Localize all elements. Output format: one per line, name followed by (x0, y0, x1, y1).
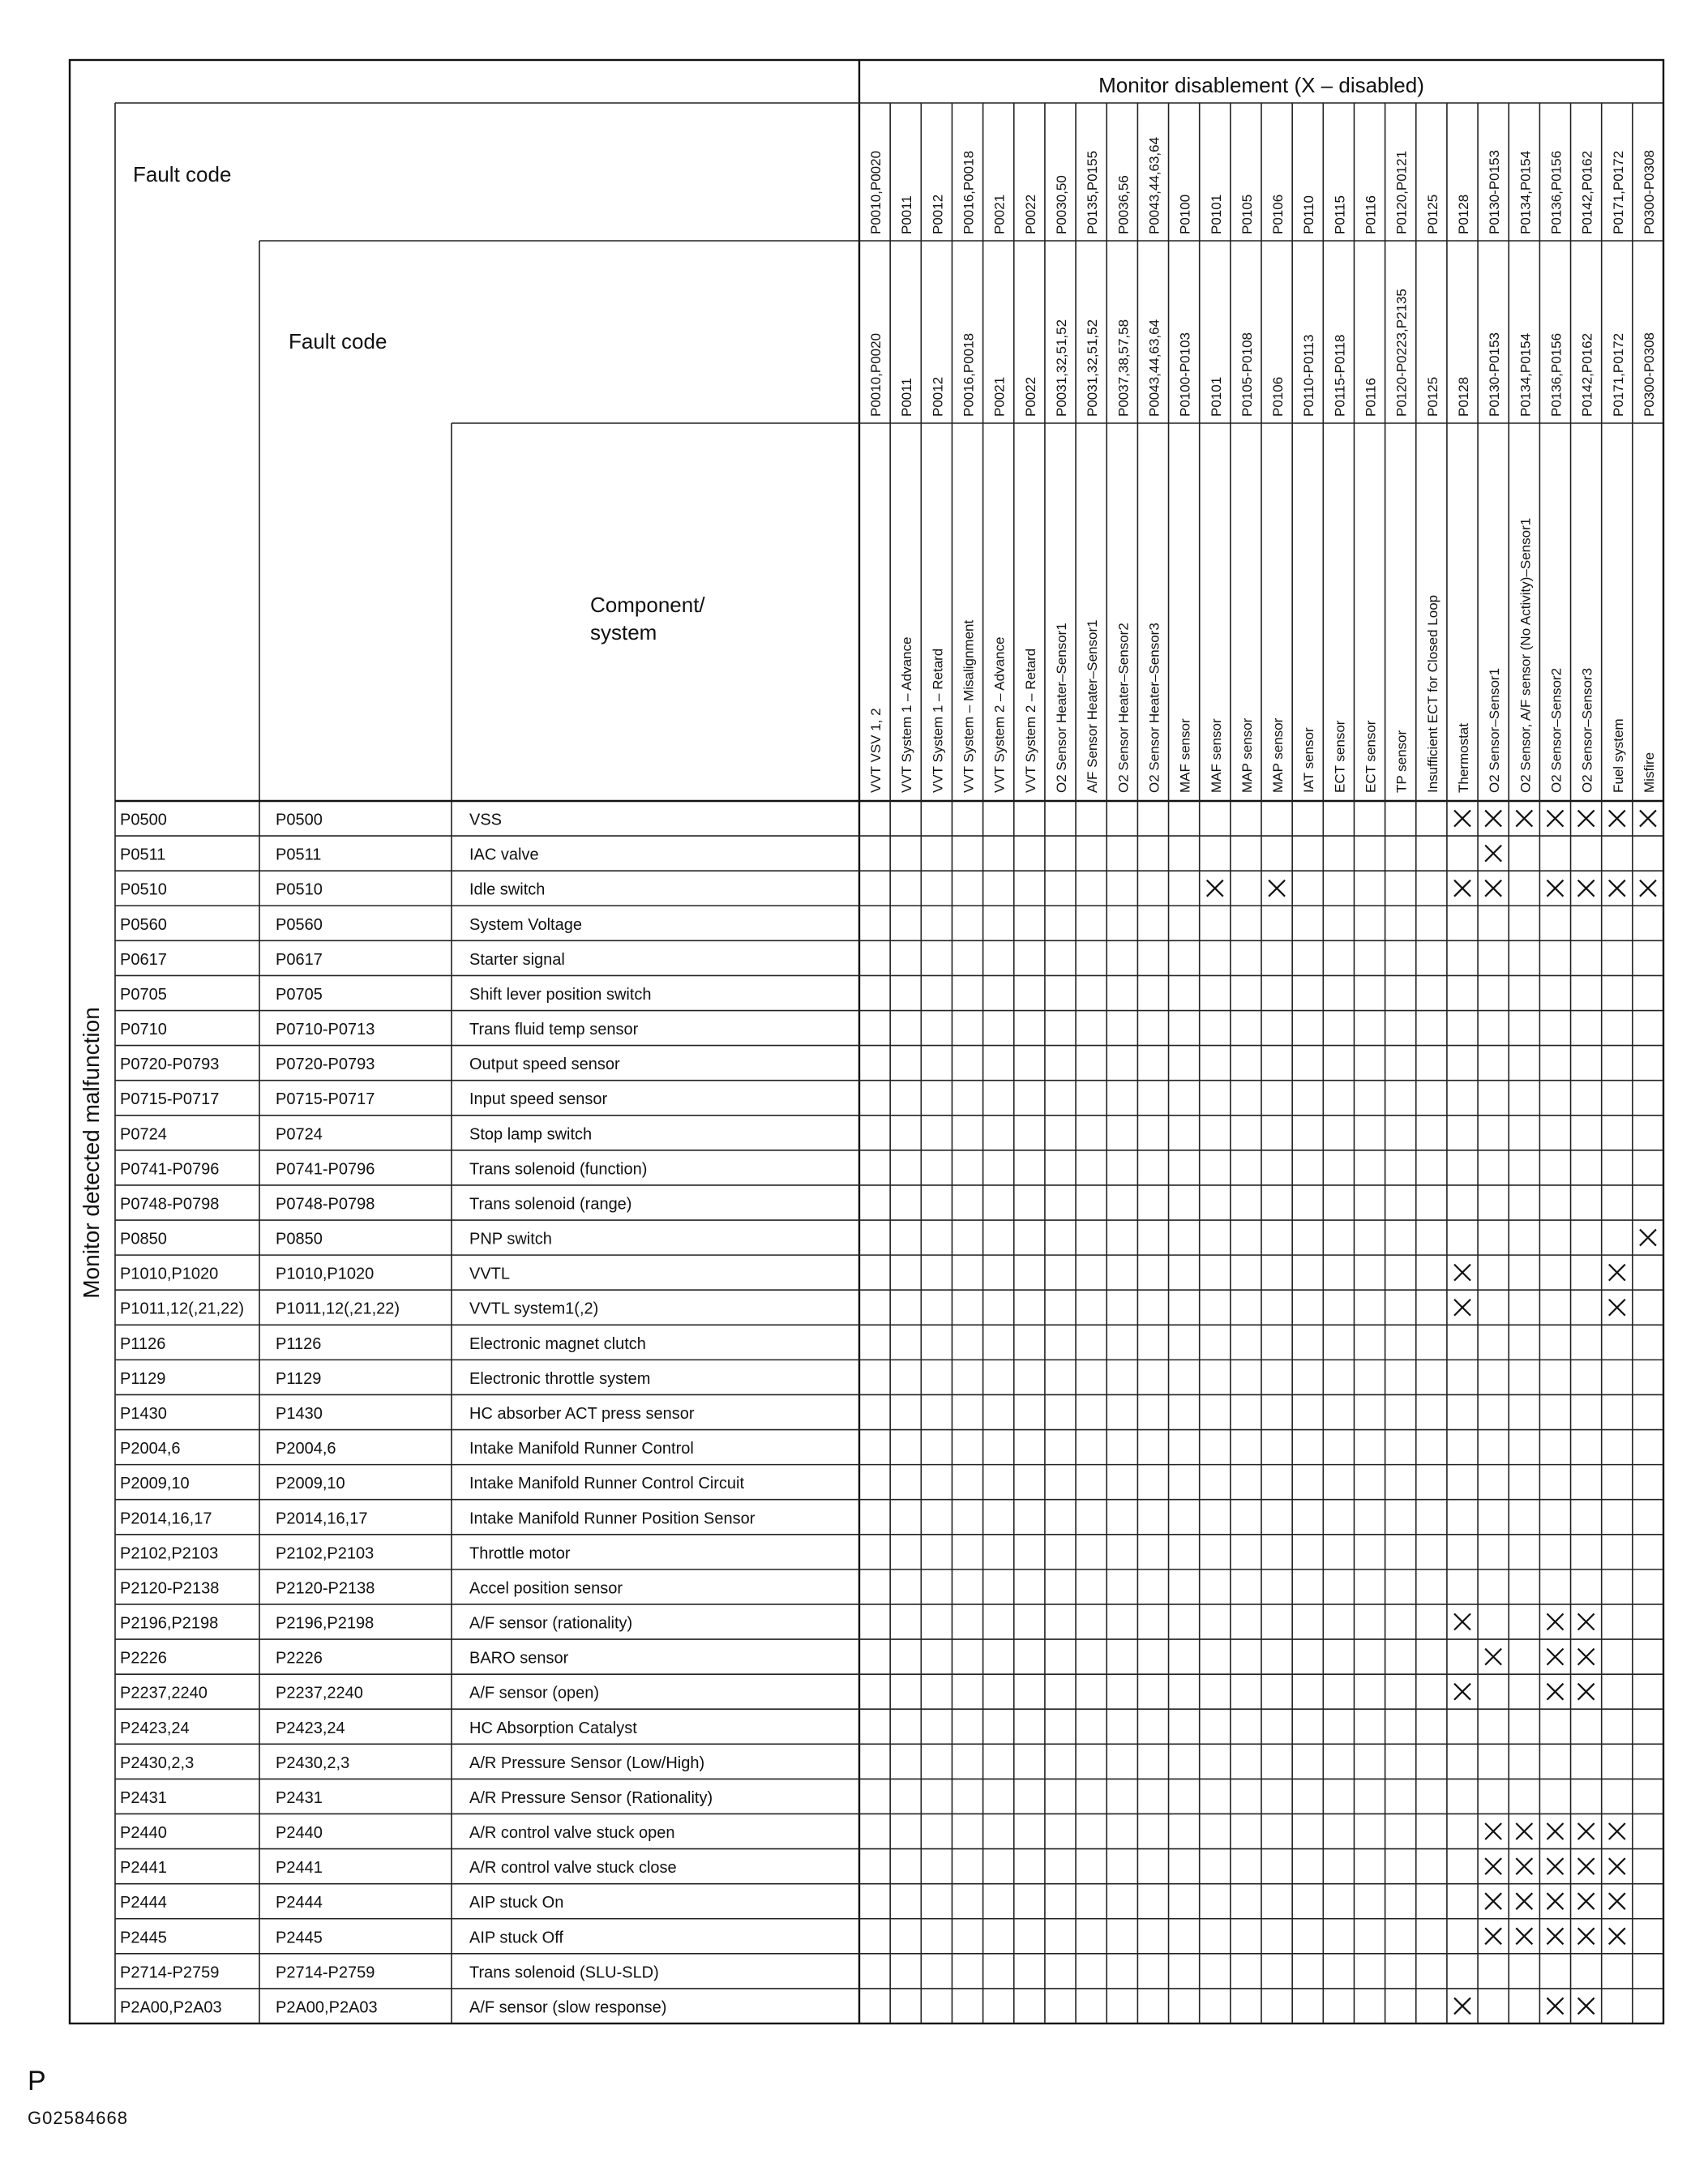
row-code-1: P0510 (120, 880, 167, 899)
column-code-top: P0142,P0162 (1579, 150, 1595, 234)
row-component: AIP stuck Off (469, 1929, 563, 1947)
column-component: Insufficient ECT for Closed Loop (1424, 594, 1440, 793)
column-code-top: P0012 (930, 194, 946, 234)
row-component: HC Absorption Catalyst (469, 1719, 637, 1737)
row-code-2: P2430,2,3 (276, 1754, 350, 1772)
disabled-mark (1609, 1928, 1625, 1944)
row-code-2: P2196,P2198 (276, 1614, 375, 1633)
row-code-2: P0617 (276, 950, 323, 969)
column-code-mid: P0012 (930, 376, 946, 417)
row-code-2: P2237,2240 (276, 1684, 363, 1702)
column-code-mid: P0120-P0223,P2135 (1393, 289, 1410, 417)
column-code-mid: P0011 (899, 378, 915, 417)
row-code-1: P0560 (120, 915, 167, 934)
disabled-mark (1454, 1684, 1470, 1700)
row-component: AIP stuck On (469, 1894, 564, 1912)
row-code-2: P2004,6 (276, 1440, 336, 1458)
row-code-1: P1129 (120, 1369, 166, 1388)
disabled-mark (1609, 1893, 1625, 1909)
row-component: A/F sensor (slow response) (469, 1998, 667, 2017)
column-code-top: P0136,P0156 (1548, 150, 1565, 234)
row-code-2: P0511 (276, 846, 322, 864)
row-code-2: P0710-P0713 (276, 1021, 375, 1039)
disabled-mark (1207, 880, 1223, 897)
row-code-2: P0720-P0793 (276, 1056, 375, 1074)
disabled-mark (1609, 1858, 1625, 1874)
row-component: Electronic magnet clutch (469, 1334, 646, 1353)
column-code-mid: P0101 (1208, 376, 1224, 417)
disabled-mark (1609, 880, 1625, 897)
column-code-mid: P0016,P0018 (961, 332, 977, 417)
disabled-mark (1485, 880, 1501, 897)
column-code-top: P0010,P0020 (868, 150, 884, 234)
disabled-mark (1547, 1823, 1563, 1839)
column-component: O2 Sensor Heater–Sensor2 (1115, 623, 1132, 793)
row-code-2: P2444 (276, 1894, 323, 1912)
row-code-1: P2196,P2198 (120, 1614, 219, 1633)
column-code-mid: P0043,44,63,64 (1146, 319, 1162, 417)
column-component: O2 Sensor–Sensor1 (1487, 667, 1503, 793)
row-component: Trans fluid temp sensor (469, 1021, 639, 1039)
row-code-1: P0724 (120, 1125, 167, 1144)
disabled-mark (1578, 880, 1595, 897)
column-code-mid: P0031,32,51,52 (1085, 319, 1101, 417)
column-component: MAF sensor (1208, 718, 1224, 793)
disabled-mark (1578, 1858, 1595, 1874)
row-component: System Voltage (469, 915, 582, 934)
disabled-mark (1609, 811, 1625, 827)
row-component: Trans solenoid (range) (469, 1195, 632, 1214)
row-code-1: P2A00,P2A03 (120, 1998, 222, 2017)
row-component: VSS (469, 811, 503, 829)
row-component: A/R Pressure Sensor (Rationality) (469, 1788, 713, 1807)
column-code-top: P0120,P0121 (1393, 150, 1410, 234)
row-component: Shift lever position switch (469, 985, 652, 1004)
column-code-top: P0116 (1363, 195, 1379, 234)
row-component: VVTL system1(,2) (469, 1300, 599, 1318)
disabled-mark (1485, 1649, 1501, 1665)
row-code-1: P2120-P2138 (120, 1579, 220, 1598)
row-component: A/R control valve stuck close (469, 1859, 677, 1878)
column-code-mid: P0100-P0103 (1177, 332, 1193, 417)
disabled-mark (1578, 1998, 1595, 2014)
disabled-mark (1578, 1823, 1595, 1839)
row-component: Intake Manifold Runner Control (469, 1440, 694, 1458)
row-code-2: P1010,P1020 (276, 1265, 375, 1283)
disabled-mark (1454, 1265, 1470, 1281)
column-code-top: P0300-P0308 (1641, 150, 1657, 234)
row-code-2: P0500 (276, 811, 323, 829)
disabled-mark (1485, 1928, 1501, 1944)
column-code-mid: P0106 (1270, 376, 1286, 417)
row-code-2: P2431 (276, 1788, 323, 1807)
disabled-mark (1640, 1230, 1656, 1246)
row-code-1: P2445 (120, 1929, 167, 1947)
disabled-mark (1547, 880, 1563, 897)
disabled-mark (1516, 1928, 1532, 1944)
row-component: PNP switch (469, 1230, 552, 1248)
column-code-top: P0130-P0153 (1487, 150, 1503, 234)
row-component: Idle switch (469, 880, 546, 899)
row-code-2: P2120-P2138 (276, 1579, 375, 1598)
row-component: Stop lamp switch (469, 1125, 593, 1144)
row-component: Electronic throttle system (469, 1369, 651, 1388)
column-code-top: P0043,44,63,64 (1146, 136, 1162, 234)
disabled-mark (1547, 1928, 1563, 1944)
row-code-2: P0715-P0717 (276, 1090, 375, 1109)
column-component: MAP sensor (1239, 717, 1255, 793)
column-component: O2 Sensor–Sensor2 (1548, 667, 1565, 793)
row-code-2: P0748-P0798 (276, 1195, 375, 1214)
row-code-2: P2714-P2759 (276, 1963, 375, 1982)
row-code-2: P2441 (276, 1859, 323, 1878)
disabled-mark (1578, 1649, 1595, 1665)
column-component: O2 Sensor Heater–Sensor3 (1146, 623, 1162, 793)
column-code-top: P0134,P0154 (1518, 150, 1534, 234)
row-code-1: P0511 (120, 846, 166, 864)
row-code-1: P2440 (120, 1824, 167, 1843)
disabled-mark (1547, 1998, 1563, 2014)
column-code-top: P0022 (1022, 194, 1038, 234)
table-body (120, 812, 756, 2017)
disabled-mark (1578, 1614, 1595, 1630)
disabled-mark (1516, 811, 1532, 827)
column-code-top: P0016,P0018 (961, 150, 977, 234)
column-code-mid: P0134,P0154 (1518, 332, 1534, 417)
column-code-mid: P0130-P0153 (1487, 332, 1503, 417)
column-component: VVT System 1 – Retard (930, 648, 946, 793)
row-code-1: P0715-P0717 (120, 1090, 220, 1109)
row-code-2: P0560 (276, 915, 323, 934)
row-component: A/F sensor (rationality) (469, 1614, 633, 1633)
column-component: TP sensor (1393, 730, 1410, 793)
row-code-1: P0741-P0796 (120, 1160, 220, 1179)
disabled-mark (1454, 1300, 1470, 1316)
row-code-1: P1430 (120, 1405, 167, 1423)
row-component: Intake Manifold Runner Position Sensor (469, 1510, 756, 1528)
column-code-top: P0171,P0172 (1610, 150, 1626, 234)
column-component: VVT System – Misalignment (961, 619, 977, 793)
row-code-2: P2014,16,17 (276, 1510, 368, 1528)
disabled-mark (1547, 811, 1563, 827)
disabled-mark (1547, 1893, 1563, 1909)
column-code-top: P0135,P0155 (1085, 150, 1101, 234)
row-code-2: P2445 (276, 1929, 323, 1947)
column-component: Fuel system (1610, 718, 1626, 793)
row-code-1: P0720-P0793 (120, 1056, 220, 1074)
disabled-mark (1454, 811, 1470, 827)
row-code-2: P0741-P0796 (276, 1160, 375, 1179)
row-component: Output speed sensor (469, 1056, 620, 1074)
disabled-mark (1454, 880, 1470, 897)
row-code-1: P2102,P2103 (120, 1544, 219, 1563)
column-code-top: P0115 (1332, 195, 1348, 234)
row-code-2: P2009,10 (276, 1475, 345, 1493)
column-component: O2 Sensor–Sensor3 (1579, 667, 1595, 793)
column-code-top: P0105 (1239, 194, 1255, 234)
column-code-top: P0100 (1177, 194, 1193, 234)
row-code-2: P1011,12(,21,22) (276, 1300, 400, 1318)
row-code-1: P2004,6 (120, 1440, 181, 1458)
disabled-mark (1485, 1893, 1501, 1909)
column-code-top: P0011 (899, 195, 915, 234)
column-code-top: P0101 (1208, 194, 1224, 234)
disabled-mark (1269, 880, 1285, 897)
row-code-2: P2423,24 (276, 1719, 345, 1737)
disabled-mark (1485, 1858, 1501, 1874)
column-component: VVT System 2 – Retard (1022, 648, 1038, 793)
column-component: O2 Sensor Heater–Sensor1 (1054, 623, 1069, 793)
row-code-1: P0617 (120, 950, 167, 969)
disabled-mark (1578, 1928, 1595, 1944)
disabled-mark (1609, 1823, 1625, 1839)
column-component: VVT System 1 – Advance (899, 636, 915, 793)
row-component: Trans solenoid (SLU-SLD) (469, 1963, 659, 1982)
row-code-2: P2440 (276, 1824, 323, 1843)
column-code-mid: P0142,P0162 (1579, 332, 1595, 417)
row-component: A/F sensor (open) (469, 1684, 600, 1702)
row-code-2: P2226 (276, 1649, 323, 1668)
column-code-mid: P0300-P0308 (1641, 332, 1657, 417)
disabled-mark (1485, 846, 1501, 862)
column-code-top: P0128 (1456, 194, 1471, 234)
disabled-mark (1578, 811, 1595, 827)
column-code-top: P0030,50 (1054, 175, 1069, 234)
row-code-1: P2431 (120, 1788, 167, 1807)
row-code-2: P1430 (276, 1405, 323, 1423)
row-code-1: P2423,24 (120, 1719, 190, 1737)
row-code-1: P2444 (120, 1894, 167, 1912)
row-code-1: P2014,16,17 (120, 1510, 212, 1528)
column-code-top: P0036,56 (1115, 175, 1132, 234)
column-component: Misfire (1641, 752, 1657, 793)
disabled-mark (1640, 880, 1656, 897)
disabled-mark (1547, 1614, 1563, 1630)
column-code-mid: P0116 (1363, 378, 1379, 417)
column-component: VVT VSV 1, 2 (868, 708, 884, 793)
column-code-mid: P0010,P0020 (868, 332, 884, 417)
row-code-1: P0850 (120, 1230, 167, 1248)
row-code-1: P2441 (120, 1859, 167, 1878)
column-code-mid: P0105-P0108 (1239, 332, 1255, 417)
row-code-1: P0710 (120, 1021, 167, 1039)
column-code-top: P0021 (991, 194, 1008, 234)
row-component: Intake Manifold Runner Control Circuit (469, 1475, 745, 1493)
column-component: ECT sensor (1332, 720, 1348, 793)
row-component: Accel position sensor (469, 1579, 623, 1598)
disabled-mark (1454, 1614, 1470, 1630)
column-code-mid: P0037,38,57,58 (1115, 319, 1132, 417)
column-code-mid: P0125 (1424, 376, 1440, 417)
row-component: Input speed sensor (469, 1090, 608, 1109)
column-component: A/F Sensor Heater–Sensor1 (1085, 619, 1101, 793)
row-component: HC absorber ACT press sensor (469, 1405, 695, 1423)
component-label: Component/ (590, 593, 705, 617)
disable-marks (1207, 811, 1656, 2015)
disabled-mark (1516, 1893, 1532, 1909)
disabled-mark (1640, 811, 1656, 827)
column-code-top: P0106 (1270, 194, 1286, 234)
column-component: MAP sensor (1270, 717, 1286, 793)
fault-code-label-top: Fault code (133, 162, 232, 186)
column-component: O2 Sensor, A/F sensor (No Activity)–Sensor1 (1518, 517, 1534, 793)
row-code-2: P1129 (276, 1369, 322, 1388)
row-code-2: P0510 (276, 880, 323, 899)
row-component: A/R Pressure Sensor (Low/High) (469, 1754, 705, 1772)
row-code-2: P2A00,P2A03 (276, 1998, 378, 2017)
column-code-mid: P0115-P0118 (1332, 334, 1348, 417)
disabled-mark (1516, 1858, 1532, 1874)
row-code-1: P2430,2,3 (120, 1754, 195, 1772)
column-code-mid: P0031,32,51,52 (1054, 319, 1069, 417)
disabled-mark (1578, 1893, 1595, 1909)
disabled-mark (1516, 1823, 1532, 1839)
row-code-2: P0724 (276, 1125, 323, 1144)
column-component: VVT System 2 – Advance (991, 636, 1008, 793)
disabled-mark (1578, 1684, 1595, 1700)
column-component: MAF sensor (1177, 718, 1193, 793)
component-label: system (590, 620, 657, 644)
row-code-1: P1011,12(,21,22) (120, 1300, 245, 1318)
row-code-2: P1126 (276, 1334, 322, 1353)
disabled-mark (1609, 1265, 1625, 1281)
column-code-mid: P0022 (1022, 376, 1038, 417)
disabled-mark (1609, 1300, 1625, 1316)
monitor-header: Monitor disablement (X – disabled) (1098, 73, 1424, 97)
row-code-1: P2226 (120, 1649, 167, 1668)
column-code-mid: P0171,P0172 (1610, 332, 1626, 417)
column-component: Thermostat (1456, 723, 1471, 793)
disabled-mark (1485, 811, 1501, 827)
row-code-1: P2714-P2759 (120, 1963, 220, 1982)
row-code-1: P0500 (120, 811, 167, 829)
figure-id: G02584668 (28, 2108, 128, 2128)
row-code-1: P2237,2240 (120, 1684, 208, 1702)
column-code-mid: P0128 (1456, 376, 1471, 417)
column-code-mid: P0021 (991, 376, 1008, 417)
column-code-top: P0110 (1301, 195, 1317, 234)
disabled-mark (1547, 1649, 1563, 1665)
row-code-1: P1010,P1020 (120, 1265, 219, 1283)
row-component: BARO sensor (469, 1649, 569, 1668)
column-component: IAT sensor (1301, 727, 1317, 793)
fault-code-label-mid: Fault code (289, 329, 387, 353)
side-label: Monitor detected malfunction (79, 1007, 104, 1299)
row-code-1: P0748-P0798 (120, 1195, 220, 1214)
row-code-2: P2102,P2103 (276, 1544, 375, 1563)
footer-letter: P (28, 2066, 46, 2096)
column-code-mid: P0110-P0113 (1301, 334, 1317, 417)
disabled-mark (1547, 1684, 1563, 1700)
row-component: Trans solenoid (function) (469, 1160, 648, 1179)
row-code-1: P0705 (120, 985, 167, 1004)
row-code-1: P2009,10 (120, 1475, 190, 1493)
column-component: ECT sensor (1363, 720, 1379, 793)
row-code-1: P1126 (120, 1334, 166, 1353)
disabled-mark (1485, 1823, 1501, 1839)
row-component: Throttle motor (469, 1544, 571, 1563)
row-code-2: P0705 (276, 985, 323, 1004)
row-component: A/R control valve stuck open (469, 1824, 675, 1843)
column-code-mid: P0136,P0156 (1548, 332, 1565, 417)
row-component: IAC valve (469, 846, 539, 864)
row-code-2: P0850 (276, 1230, 323, 1248)
disabled-mark (1454, 1998, 1470, 2014)
row-component: VVTL (469, 1265, 511, 1283)
column-code-top: P0125 (1424, 194, 1440, 234)
row-component: Starter signal (469, 950, 565, 969)
disabled-mark (1547, 1858, 1563, 1874)
